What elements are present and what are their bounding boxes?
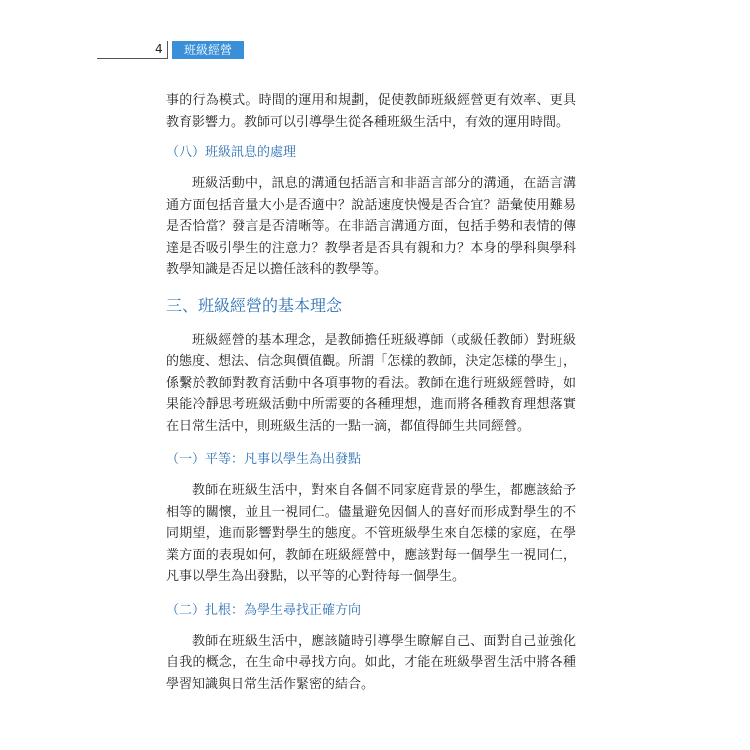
intro-paragraph: 事的行為模式。時間的運用和規劃，促使教師班級經營更有效率、更具教育影響力。教師可以引導學生從各種班級生活中，有效的運用時間。: [166, 93, 576, 130]
paragraph-section-3: 班級經營的基本理念，是教師擔任班級導師（或級任教師）對班級的態度、想法、信念與價值觀。所謂「怎樣的教師，決定怎樣的學生」，係繫於教師對教育活動中各項事物的看法。教師在進行班級經營時，如果能冷靜思考班級活動中所需要的各種理想，進而將各種教育理想落實在日常生活中，則班級生活的一點一滴，都值得師生共同經營。: [166, 332, 576, 434]
subheading-1: （一）平等：凡事以學生為出發點: [166, 452, 362, 467]
page-body: [166, 90, 576, 695]
page-number: 4: [155, 42, 163, 56]
paragraph-8: 班級活動中，訊息的溝通包括語言和非語言部分的溝通，在語言溝通方面包括音量大小是否適中？說話速度快慢是否合宜？語彙使用難易是否恰當？發言是否清晰等。在非語言溝通方面，包括手勢和表情的傳達是否吸引學生的注意力？教學者是否具有親和力？本身的學科與學科教學知識是否足以擔任該科的教學等。: [166, 176, 576, 277]
section-heading-3: 三、班級經營的基本理念: [166, 295, 343, 315]
paragraph-2: 教師在班級生活中，應該隨時引導學生瞭解自己、面對自己並強化自我的概念，在生命中尋找方向。如此，才能在班級學習生活中將各種學習知識與日常生活作緊密的結合。: [166, 633, 576, 692]
chapter-tag: 班級經營: [172, 41, 244, 59]
subheading-2: （二）扎根：為學生尋找正確方向: [166, 602, 362, 618]
subheading-8: （八）班級訊息的處理: [166, 145, 297, 160]
paragraph-1: 教師在班級生活中，對來自各個不同家庭背景的學生，都應該給予相等的關懷，並且一視同仁。儘量避免因個人的喜好而形成對學生的不同期望，進而影響對學生的態度。不管班級學生來自怎樣的家庭，在學業方面的表現如何，教師在班級經營中，應該對每一個學生一視同仁，凡事以學生為出發點，以平等的心對待每一個學生。: [166, 483, 576, 584]
